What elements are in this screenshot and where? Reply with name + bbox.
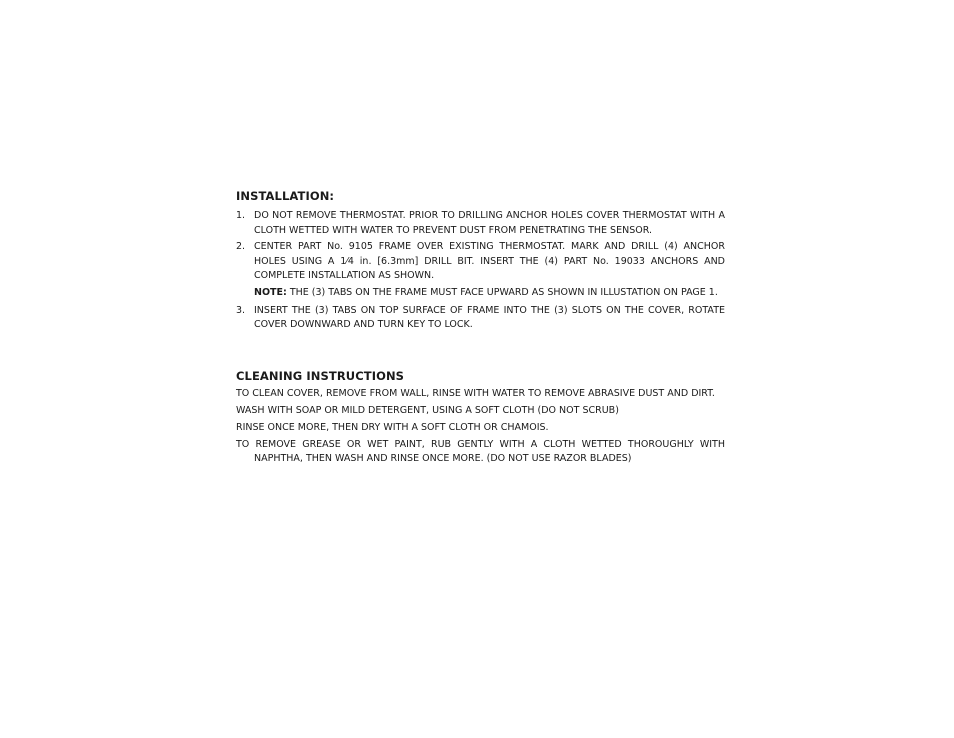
- cleaning-instructions: [236, 387, 725, 467]
- cleaning-section: [236, 368, 725, 467]
- step-text: INSERT THE (3) TABS ON TOP SURFACE OF FRAME INTO THE (3) SLOTS ON THE COVER, ROTATE COVER DOWNWARD AND TURN KEY TO LOCK.: [254, 304, 725, 331]
- step-text: DO NOT REMOVE THERMOSTAT. PRIOR TO DRILLING ANCHOR HOLES COVER THERMOSTAT WITH A CLOTH WETTED WITH WATER TO PREVENT DUST FROM PENETRATING THE SENSOR.: [254, 210, 725, 236]
- cleaning-line-1: TO CLEAN COVER, REMOVE FROM WALL, RINSE WITH WATER TO REMOVE ABRASIVE DUST AND DIRT.: [236, 387, 715, 399]
- cleaning-heading: CLEANING INSTRUCTIONS: [236, 368, 405, 383]
- cleaning-line-4: TO REMOVE GREASE OR WET PAINT, RUB GENTLY WITH A CLOTH WETTED THOROUGHLY WITH NAPHTHA, THEN WASH AND RINSE ONCE MORE. (DO NOT USE RAZOR BLADES): [236, 438, 725, 465]
- note-text: THE (3) TABS ON THE FRAME MUST FACE UPWARD AS SHOWN IN ILLUSTATION ON PAGE 1.: [286, 286, 718, 298]
- step-text: CENTER PART No. 9105 FRAME OVER EXISTING THERMOSTAT. MARK AND DRILL (4) ANCHOR HOLES USING A 1⁄4 in. [6.3mm] DRILL BIT. INSERT THE (4) PART No. 19033 ANCHORS AND COMPLETE INSTALLATION AS SHOWN.: [254, 241, 725, 282]
- installation-step-2: [236, 240, 725, 284]
- installation-steps: [236, 209, 725, 284]
- step-number: 3.: [236, 304, 246, 316]
- installation-step-3: [236, 304, 725, 333]
- installation-heading: INSTALLATION:: [236, 189, 335, 203]
- step-number: 2.: [236, 241, 246, 253]
- installation-steps-continued: [236, 304, 725, 333]
- note-label: NOTE:: [254, 286, 287, 298]
- installation-step-1: [236, 209, 725, 238]
- cleaning-line-2: WASH WITH SOAP OR MILD DETERGENT, USING A SOFT CLOTH (DO NOT SCRUB): [236, 404, 619, 416]
- installation-section: [236, 188, 725, 333]
- document-body: [236, 188, 725, 467]
- installation-note: [236, 286, 725, 301]
- cleaning-line-3: RINSE ONCE MORE, THEN DRY WITH A SOFT CLOTH OR CHAMOIS.: [236, 421, 549, 433]
- step-number: 1.: [236, 210, 246, 221]
